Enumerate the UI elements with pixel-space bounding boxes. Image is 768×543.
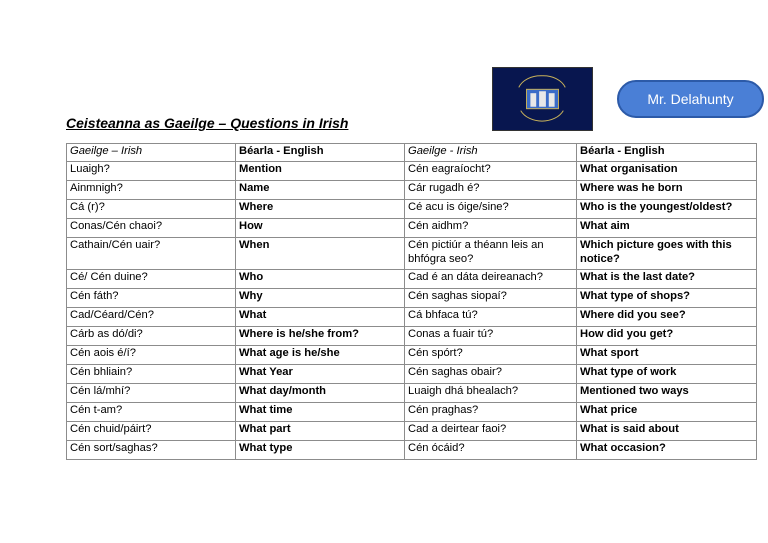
irish-cell: Cad é an dáta deireanach? [405,270,577,289]
header-irish-1: Gaeilge – Irish [67,144,236,162]
teacher-name: Mr. Delahunty [647,91,734,107]
irish-cell: Luaigh dhá bhealach? [405,384,577,403]
english-cell: What age is he/she [236,346,405,365]
english-cell: Mentioned two ways [577,384,757,403]
english-cell: What sport [577,346,757,365]
english-cell: What aim [577,219,757,238]
english-cell: How did you get? [577,327,757,346]
table-row [67,384,757,403]
english-cell: What price [577,403,757,422]
irish-cell: Cárb as dó/di? [67,327,236,346]
english-cell: What type [236,441,405,460]
english-cell: Who is the youngest/oldest? [577,200,757,219]
irish-cell: Cá (r)? [67,200,236,219]
irish-cell: Cén chuid/páirt? [67,422,236,441]
irish-cell: Conas/Cén chaoi? [67,219,236,238]
english-cell: What part [236,422,405,441]
irish-cell: Cén aois é/í? [67,346,236,365]
irish-cell: Luaigh? [67,162,236,181]
english-cell: Where [236,200,405,219]
irish-cell: Cén spórt? [405,346,577,365]
irish-cell: Cén saghas siopaí? [405,289,577,308]
english-cell: What day/month [236,384,405,403]
school-crest-image [492,67,593,131]
english-cell: What [236,308,405,327]
header-english-1: Béarla - English [236,144,405,162]
irish-cell: Cár rugadh é? [405,181,577,200]
english-cell: What type of work [577,365,757,384]
irish-cell: Cé acu is óige/sine? [405,200,577,219]
english-cell: How [236,219,405,238]
english-cell: Mention [236,162,405,181]
header-english-2: Béarla - English [577,144,757,162]
table-header-row [67,144,757,162]
irish-cell: Cén saghas obair? [405,365,577,384]
irish-cell: Cén lá/mhí? [67,384,236,403]
english-cell: What is said about [577,422,757,441]
irish-cell: Cé/ Cén duine? [67,270,236,289]
irish-cell: Cén pictiúr a théann leis an bhfógra seo? [405,238,577,270]
english-cell: Where did you see? [577,308,757,327]
castle-crest-icon [493,68,592,130]
table-row [67,308,757,327]
irish-cell: Cathain/Cén uair? [67,238,236,270]
table-row [67,181,757,200]
table-row [67,270,757,289]
table-row [67,422,757,441]
english-cell: What is the last date? [577,270,757,289]
questions-table [66,143,757,460]
irish-cell: Cad a deirtear faoi? [405,422,577,441]
irish-cell: Cad/Céard/Cén? [67,308,236,327]
table-row [67,200,757,219]
irish-cell: Cén praghas? [405,403,577,422]
irish-cell: Ainmnigh? [67,181,236,200]
english-cell: What type of shops? [577,289,757,308]
table-row [67,162,757,181]
english-cell: Who [236,270,405,289]
irish-cell: Cá bhfaca tú? [405,308,577,327]
table-row [67,238,757,270]
header-irish-2: Gaeilge - Irish [405,144,577,162]
table-row [67,403,757,422]
irish-cell: Cén ócáid? [405,441,577,460]
english-cell: What Year [236,365,405,384]
irish-cell: Cén t-am? [67,403,236,422]
english-cell: What organisation [577,162,757,181]
english-cell: Which picture goes with this notice? [577,238,757,270]
irish-cell: Cén aidhm? [405,219,577,238]
table-row [67,441,757,460]
irish-cell: Cén sort/saghas? [67,441,236,460]
irish-cell: Conas a fuair tú? [405,327,577,346]
page-title: Ceisteanna as Gaeilge – Questions in Irish [66,115,349,131]
english-cell: What occasion? [577,441,757,460]
english-cell: What time [236,403,405,422]
teacher-name-badge [617,80,764,118]
table-row [67,219,757,238]
irish-cell: Cén fáth? [67,289,236,308]
irish-cell: Cén eagraíocht? [405,162,577,181]
english-cell: When [236,238,405,270]
english-cell: Where is he/she from? [236,327,405,346]
table-row [67,346,757,365]
english-cell: Name [236,181,405,200]
table-row [67,289,757,308]
table-row [67,327,757,346]
table-row [67,365,757,384]
irish-cell: Cén bhliain? [67,365,236,384]
english-cell: Where was he born [577,181,757,200]
english-cell: Why [236,289,405,308]
